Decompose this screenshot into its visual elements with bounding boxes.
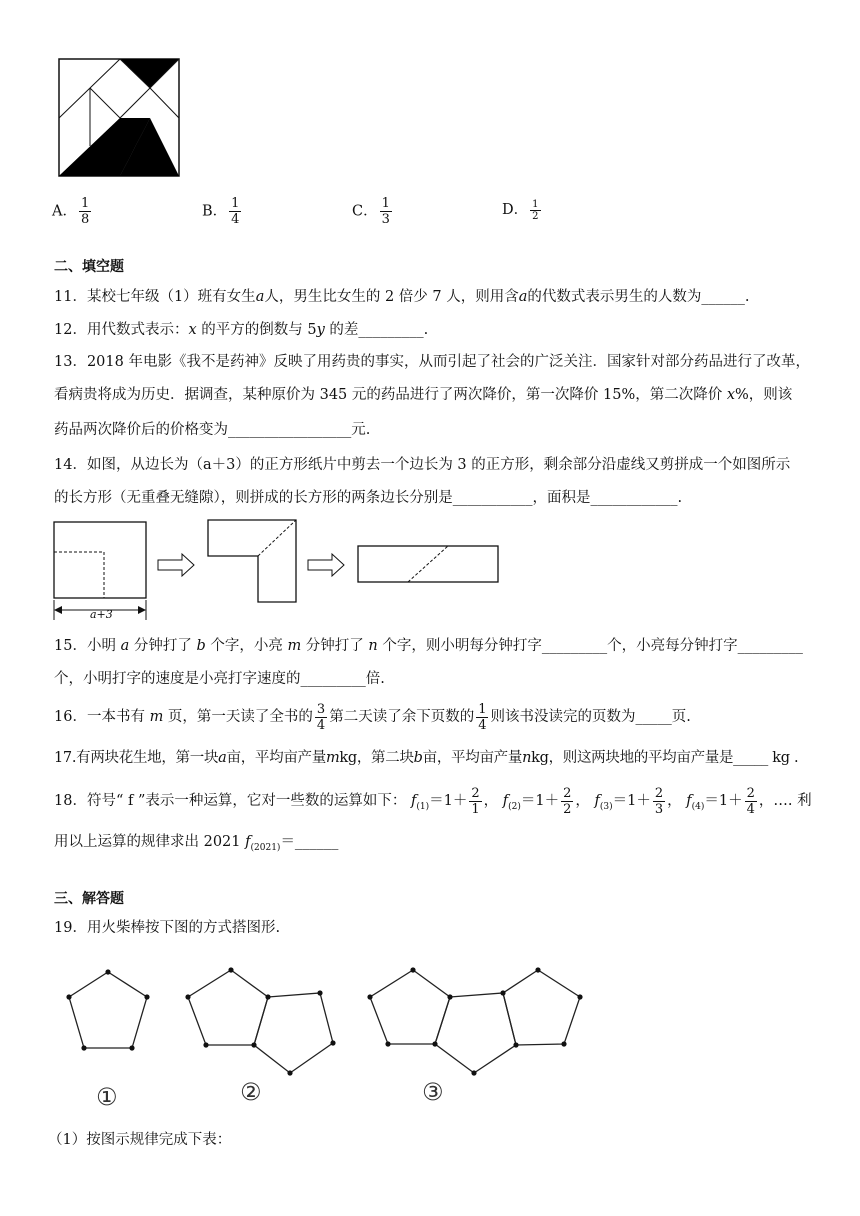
option-d-fraction: $\frac{1}{2}$: [532, 198, 539, 222]
option-a[interactable]: A． $\frac{1}{8}$: [52, 196, 90, 227]
question-11: 11．某校七年级（1）班有女生a人，男生比女生的 2 倍少 7 人，则用含a的代数式表示男生的人数为______.: [54, 289, 750, 305]
question-16: 16．一本书有 m 页，第一天读了全书的 $\frac{3}{4}$ 第二天读了余下页数的 $\frac{1}{4}$ 则该书没读完的页数为_____页.: [54, 701, 691, 733]
section2-title: 二、填空题: [54, 259, 124, 275]
question-14-line2: 的长方形（无重叠无缝隙），则拼成的长方形的两条边长分别是___________，面积是____________.: [54, 490, 683, 506]
tangram-figure: [58, 58, 182, 178]
q14-figure: [50, 516, 510, 624]
question-12: 12．用代数式表示：x 的平方的倒数与 5y 的差_________.: [54, 322, 429, 338]
figure-label-2: ②: [240, 1078, 262, 1106]
option-c-fraction: $\frac{1}{3}$: [381, 196, 390, 227]
question-14-line1: 14．如图，从边长为（a＋3）的正方形纸片中剪去一个边长为 3 的正方形，剩余部分沿虚线又剪拼成一个如图所示: [54, 457, 791, 473]
q18-term-3: $f_{(3)}=1+$ $\frac{2}{3}$: [594, 785, 664, 817]
question-15-line1: 15．小明 a 分钟打了 b 个字，小亮 m 分钟打了 n 个字，则小明每分钟打字_________个，小亮每分钟打字_________: [54, 638, 803, 654]
question-18-line2: 用以上运算的规律求出 2021 $f_{(2021)}=\_\_\_\_\_\_$: [54, 834, 339, 853]
figure-label-1: ①: [96, 1083, 118, 1110]
figure-label-3: ③: [422, 1078, 444, 1106]
question-13-line1: 13．2018 年电影《我不是药神》反映了用药贵的事实，从而引起了社会的广泛关注．国家针对部分药品进行了改革，: [54, 354, 810, 370]
option-b[interactable]: B． $\frac{1}{4}$: [202, 196, 240, 227]
question-13-line2: 看病贵将成为历史．据调查，某种原价为 345 元的药品进行了两次降价，第一次降价 15%，第二次降价 x%，则该: [54, 387, 793, 403]
question-19-part1: （1）按图示规律完成下表：: [48, 1132, 232, 1148]
q16-fraction-2: $\frac{1}{4}$: [478, 701, 487, 733]
option-d[interactable]: D． $\frac{1}{2}$: [502, 198, 539, 222]
section3-title: 三、解答题: [54, 891, 124, 907]
question-18-line1: 18．符号“ f ”表示一种运算，它对一些数的运算如下： $f_{(1)}=1+$ $\frac{2}{1}$ ， $f_{(2)}=1+$ $\frac{2}{2}$ ， $f_{(3)}=1+$ $\frac{2}{3}$ ， $f_{(4)}=1+$ $\frac{2}{4}$ ，…. 利: [54, 785, 812, 817]
q14-side-label: a+3: [90, 608, 113, 621]
q16-fraction-1: $\frac{3}{4}$: [316, 701, 326, 733]
q18-term-2: $f_{(2)}=1+$ $\frac{2}{2}$: [502, 785, 572, 817]
option-c[interactable]: C． $\frac{1}{3}$: [352, 196, 390, 227]
q18-term-4: $f_{(4)}=1+$ $\frac{2}{4}$: [686, 785, 755, 817]
option-a-fraction: $\frac{1}{8}$: [80, 196, 90, 227]
question-15-line2: 个，小明打字的速度是小亮打字速度的_________倍.: [54, 671, 385, 687]
option-b-fraction: $\frac{1}{4}$: [231, 196, 240, 227]
question-17: 17.有两块花生地，第一块a亩，平均亩产量mkg，第二块b亩，平均亩产量nkg，则这两块地的平均亩产量是_____ kg .: [54, 750, 799, 766]
question-19: 19．用火柴棒按下图的方式搭图形.: [54, 920, 281, 936]
q18-term-1: $f_{(1)}=1+$ $\frac{2}{1}$: [410, 785, 480, 817]
question-13-line3: 药品两次降价后的价格变为_________________元.: [54, 422, 371, 438]
matchstick-figure: [58, 960, 598, 1110]
